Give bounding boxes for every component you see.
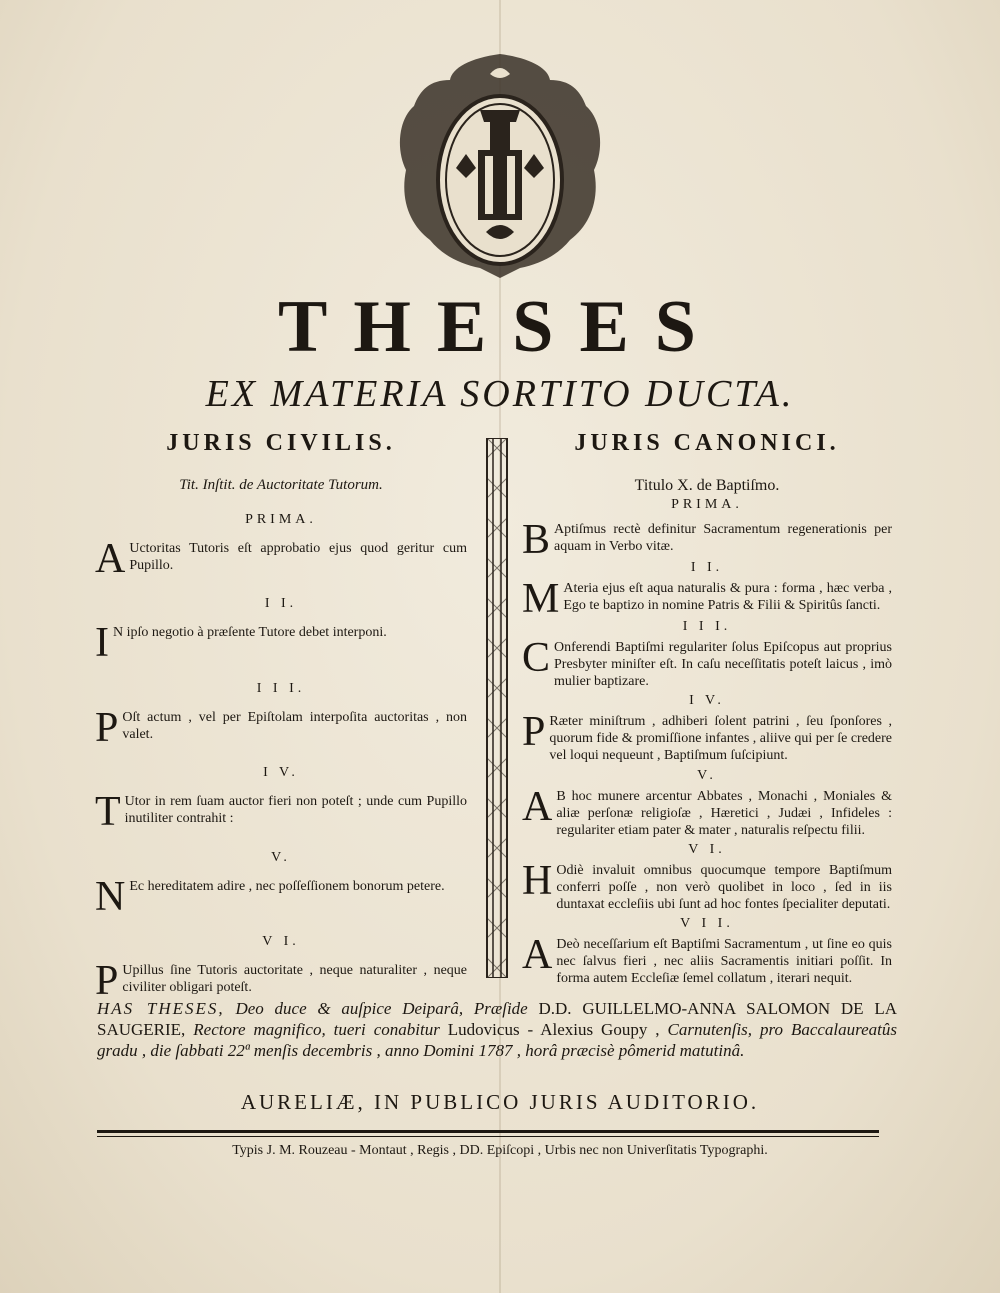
thesis-text: Ateria ejus eſt aqua naturalis & pura : forma , hæc verba , Ego te baptizo in nomine Patris & Filii & Spiritûs ſancti. <box>563 581 892 614</box>
thesis-block <box>95 849 467 920</box>
thesis-text: Uctoritas Tutoris eſt approbatio ejus quod geritur cum Pupillo. <box>129 541 467 573</box>
drop-cap: P <box>95 957 119 1004</box>
praeses-name: D.D. GUILLELMO-ANNA SALOMON DE LA SAUGERIE, <box>97 999 897 1039</box>
drop-cap: A <box>522 931 553 978</box>
thesis-number: V. <box>271 849 291 865</box>
thesis-number: I I. <box>264 596 298 612</box>
thesis-number: I I I. <box>682 619 732 635</box>
printer-imprint: Typis J. M. Rouzeau - Montaut , Regis , DD. Epiſcopi , Urbis nec non Univerſitatis Typographi. <box>232 1143 768 1158</box>
thesis-block <box>522 768 892 839</box>
thesis-text: Ræter miniſtrum , adhiberi ſolent patrini , ſeu ſponſores , quorum fide & promiſſione infantes , aliive qui per ſe credere vel loqui nequeunt , Baptiſmum ſuſcipiunt. <box>549 714 892 764</box>
thesis-number: V. <box>697 767 717 783</box>
page-title: THESES <box>278 286 722 368</box>
thesis-text: Oſt actum , vel per Epiſtolam interpoſita auctoritas , non valet. <box>122 709 467 742</box>
drop-cap: A <box>522 783 553 830</box>
column-heading: JURIS CIVILIS. <box>166 430 396 456</box>
thesis-block <box>522 497 892 563</box>
juris-canonici-column <box>522 430 892 987</box>
thesis-block <box>95 512 467 582</box>
coat-of-arms-emblem <box>390 50 610 280</box>
thesis-text: Deò neceſſarium eſt Baptiſmi Sacramentum , ut ſine eo quis nec ſalvus fieri , nec aliis Sacramentis initiari poſſit. In forma autem Eccleſiæ ſemel collatum , iterari nequit. <box>556 936 892 986</box>
page-subtitle: EX MATERIA SORTITO DUCTA. <box>205 373 795 415</box>
thesis-number: V I. <box>688 841 726 857</box>
announcement-text: Deo duce & auſpice Deiparâ, Præſide <box>224 999 539 1018</box>
thesis-block <box>95 765 467 836</box>
drop-cap: N <box>95 873 126 920</box>
column-heading: JURIS CANONICI. <box>574 430 840 456</box>
double-rule-top <box>97 1130 879 1133</box>
has-theses-lead: HAS THESES, <box>97 999 225 1018</box>
thesis-text: Onferendi Baptiſmi regulariter ſolus Epiſcopus aut proprius Presbyter miniſter eſt. In caſu neceſſitatis poteſt laicus , imò mulier baptizare. <box>554 640 892 690</box>
thesis-number: PRIMA. <box>245 512 317 527</box>
defense-announcement <box>97 998 897 1061</box>
thesis-number: V I I. <box>680 915 734 931</box>
thesis-block <box>95 680 467 751</box>
thesis-text: Upillus ſine Tutoris auctoritate , neque naturaliter , neque civiliter obligari poteſt. <box>122 962 467 995</box>
drop-cap: A <box>95 536 126 582</box>
drop-cap: M <box>522 576 560 623</box>
drop-cap: P <box>522 709 546 756</box>
announcement-text: Carnutenſis, pro Baccalaureatûs gradu , die ſabbati 22ª menſis decembris , anno Domini 1787 , horâ præcisè pômerid matutinâ. <box>97 1020 898 1060</box>
juris-civilis-column <box>95 430 467 1004</box>
thesis-number: V I. <box>262 933 300 949</box>
thesis-number: I V. <box>689 693 725 709</box>
thesis-block <box>522 842 892 913</box>
thesis-text: N ipſo negotio à præſente Tutore debet interponi. <box>113 625 387 641</box>
drop-cap: P <box>95 704 119 751</box>
thesis-block <box>95 596 467 667</box>
thesis-number: PRIMA. <box>671 497 743 512</box>
thesis-text: Odiè invaluit omnibus quocumque tempore Baptiſmum conferri poſſe , non verò quolibet in loco , ſed in iis duntaxat eccleſiis ubi ſunt ad hoc fontes ſpecialiter deputati. <box>556 862 892 912</box>
announcement-text: Rectore magnifico, tueri conabitur <box>185 1020 448 1039</box>
drop-cap: B <box>522 517 551 563</box>
venue-line: AURELIÆ, IN PUBLICO JURIS AUDITORIO. <box>240 1090 760 1114</box>
thesis-block <box>95 933 467 1004</box>
thesis-text: Ec hereditatem adire , nec poſſeſſionem bonorum petere. <box>129 878 445 894</box>
drop-cap: I <box>95 620 109 667</box>
thesis-text: B hoc munere arcentur Abbates , Monachi , Moniales & aliæ perſonæ religioſæ , Hæretici , Judæi , Infideles : regulariter etiam pater & mater , naturalis reſpectu filii. <box>556 788 892 838</box>
ornamental-column-divider <box>483 438 511 978</box>
thesis-number: I V. <box>263 765 299 781</box>
thesis-block <box>522 619 892 690</box>
thesis-text: Aptiſmus rectè definitur Sacramentum regenerationis per aquam in Verbo vitæ. <box>554 522 892 554</box>
thesis-block <box>522 916 892 987</box>
thesis-text: Utor in rem ſuam auctor fieri non poteſt ; unde cum Pupillo inutiliter contrahit : <box>124 794 467 827</box>
double-rule-bottom <box>97 1136 879 1137</box>
thesis-number: I I. <box>690 560 724 576</box>
thesis-block <box>522 560 892 623</box>
drop-cap: C <box>522 635 551 682</box>
drop-cap: H <box>522 857 553 904</box>
column-titulus: Titulo X. de Baptiſmo. <box>634 477 780 494</box>
thesis-number: I I I. <box>256 680 306 696</box>
thesis-block <box>522 693 892 764</box>
drop-cap: T <box>95 789 121 836</box>
defendant-name: Ludovicus - Alexius Goupy , <box>447 1020 660 1039</box>
column-titulus: Tit. Inſtit. de Auctoritate Tutorum. <box>179 477 383 493</box>
